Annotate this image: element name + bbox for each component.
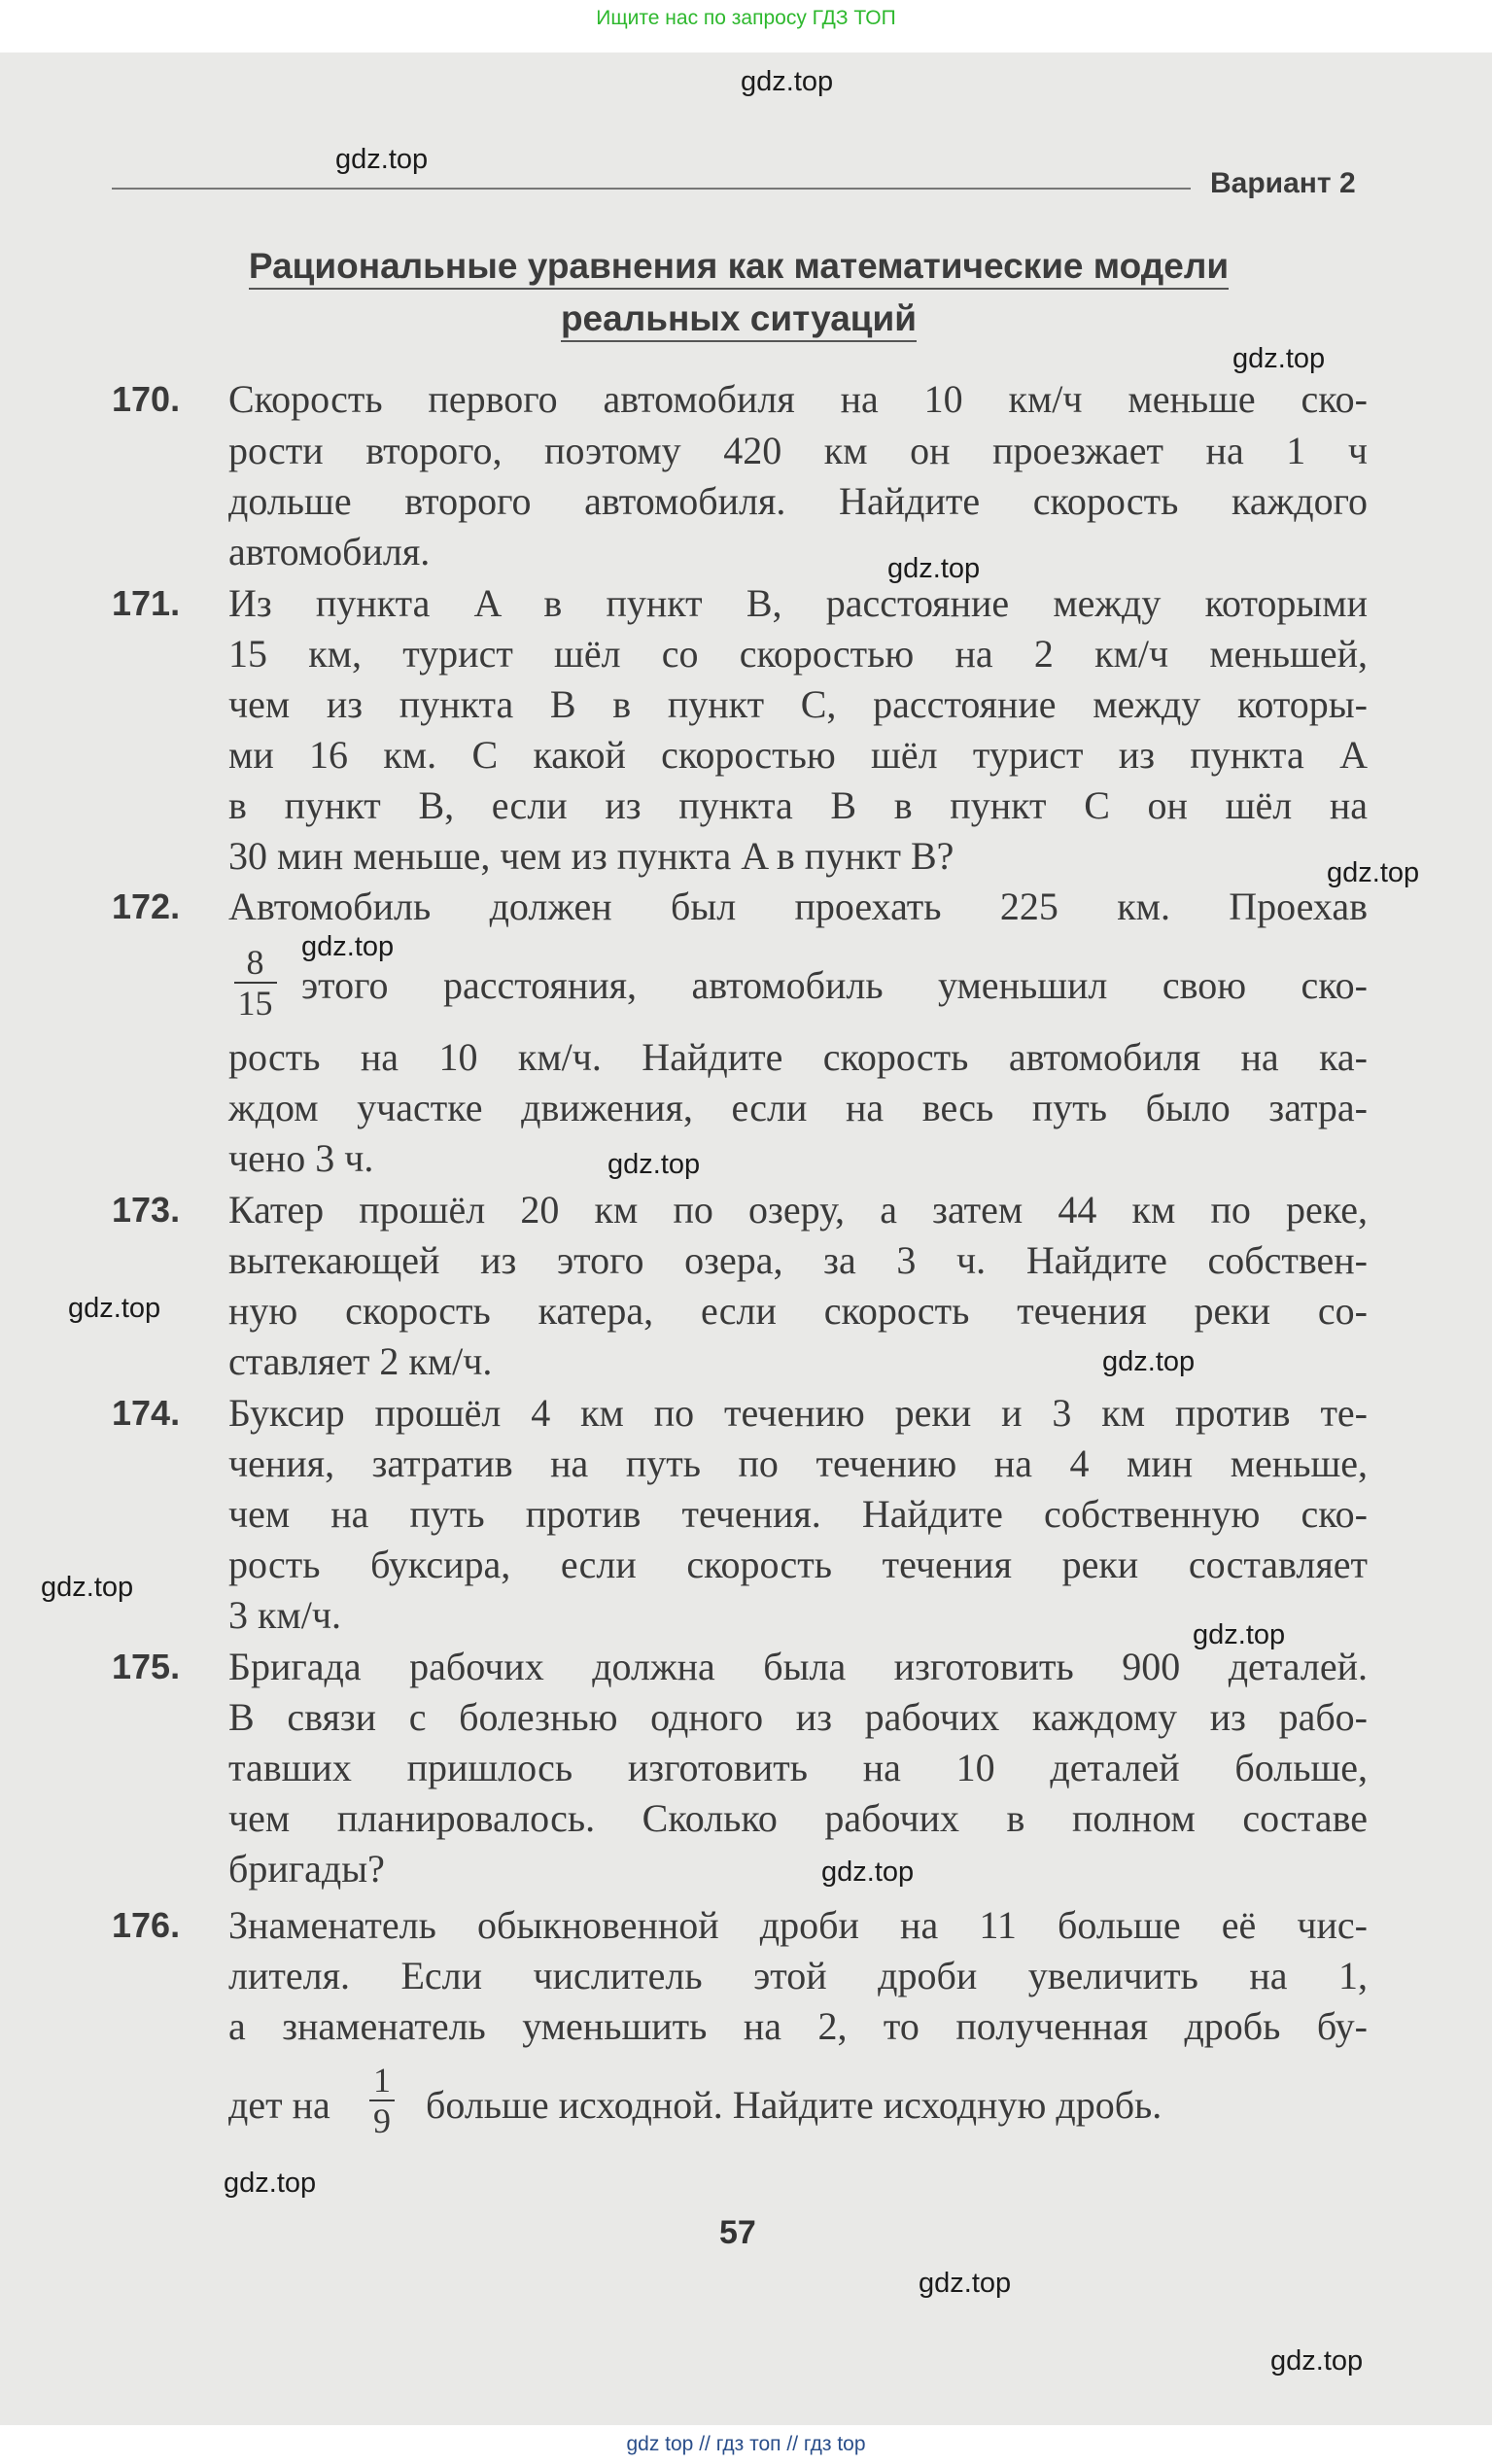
problem-number: 173. [112,1190,181,1230]
page-number: 57 [719,2214,756,2251]
watermark-text: gdz.top [1193,1619,1286,1650]
section-title-line-2: реальных ситуаций [185,298,1293,339]
problem-line: ставляет 2 км/ч. [228,1339,493,1383]
problem-line: Катер прошёл 20 км по озеру, а затем 44 км по реке, [228,1188,1368,1232]
watermark-text: gdz.top [919,2268,1012,2299]
problem-line: в пункт B, если из пункта B в пункт C он шёл на [228,783,1368,827]
problem-line: чем на путь против течения. Найдите собственную ско- [228,1492,1368,1536]
problem-line: чем из пункта B в пункт C, расстояние между которы- [228,682,1368,726]
problem-line: этого расстояния, автомобиль уменьшил свою ско- [301,963,1368,1007]
watermark-text: gdz.top [1102,1346,1196,1377]
watermark-text: gdz.top [741,66,834,97]
section-title-line-1: Рациональные уравнения как математические модели [185,246,1293,287]
problem-line: В связи с болезнью одного из рабочих каждому из рабо- [228,1695,1368,1739]
problem-line: больше исходной. Найдите исходную дробь. [426,2083,1162,2127]
problem-line: дет на [228,2083,330,2127]
problem-number: 176. [112,1905,181,1945]
variant-label: Вариант 2 [1210,167,1356,199]
watermark-text: gdz.top [1327,857,1420,888]
fraction-denominator: 15 [237,984,273,1023]
problem-line: чения, затратив на путь по течению на 4 мин меньше, [228,1441,1368,1485]
watermark-text: gdz.top [301,931,395,962]
watermark-text: gdz.top [887,553,981,584]
header-rule [112,188,1191,190]
problem-line: Буксир прошёл 4 км по течению реки и 3 км против те- [228,1391,1368,1435]
problem-number: 174. [112,1393,181,1433]
problem-number: 171. [112,583,181,623]
problem-line: рость на 10 км/ч. Найдите скорость автомобиля на ка- [228,1035,1368,1079]
problem-number: 170. [112,379,181,419]
watermark-text: gdz.top [1270,2345,1364,2377]
problem-line: Автомобиль должен был проехать 225 км. Проехав [228,885,1368,928]
fraction-denominator: 9 [373,2101,391,2140]
problem-line: Бригада рабочих должна была изготовить 900 деталей. [228,1645,1368,1688]
fraction-numerator: 1 [369,2061,395,2101]
problem-line: 30 мин меньше, чем из пункта A в пункт B? [228,834,954,878]
problem-number: 175. [112,1647,181,1686]
watermark-text: gdz.top [335,144,429,175]
watermark-text: gdz.top [821,1857,915,1888]
problem-line: лителя. Если числитель этой дроби увеличить на 1, [228,1954,1368,1997]
watermark-text: gdz.top [1232,343,1326,374]
problem-line: Знаменатель обыкновенной дроби на 11 больше её чис- [228,1903,1368,1947]
problem-line: автомобиля. [228,530,431,573]
problem-line: тавших пришлось изготовить на 10 деталей больше, [228,1746,1368,1789]
problem-line: ную скорость катера, если скорость течения реки со- [228,1289,1368,1333]
watermark-text: gdz.top [68,1293,161,1324]
problem-line: рость буксира, если скорость течения реки составляет [228,1543,1368,1586]
problem-number: 172. [112,886,181,926]
problem-line: Из пункта A в пункт B, расстояние между которыми [228,581,1368,625]
fraction-8-15 [228,941,282,1023]
problem-line: ми 16 км. С какой скоростью шёл турист из пункта A [228,733,1368,777]
problem-line: чено 3 ч. [228,1136,374,1180]
watermark-text: gdz.top [41,1572,134,1603]
problem-line: а знаменатель уменьшить на 2, то полученная дробь бу- [228,2004,1368,2048]
problem-line: вытекающей из этого озера, за 3 ч. Найдите собствен- [228,1238,1368,1282]
problem-line: ждом участке движения, если на весь путь было затра- [228,1086,1368,1129]
watermark-text: gdz.top [224,2168,317,2199]
problem-line: 15 км, турист шёл со скоростью на 2 км/ч меньшей, [228,632,1368,676]
problem-line: чем планировалось. Сколько рабочих в полном составе [228,1796,1368,1840]
bottom-banner: gdz top // гдз топ // гдз top [0,2425,1492,2464]
fraction-numerator: 8 [234,943,277,984]
problem-line: 3 км/ч. [228,1593,341,1637]
problem-line: рости второго, поэтому 420 км он проезжает на 1 ч [228,429,1368,472]
top-banner: Ищите нас по запросу ГДЗ ТОП [0,0,1492,41]
problem-line: дольше второго автомобиля. Найдите скорость каждого [228,479,1368,523]
problem-line: бригады? [228,1847,385,1891]
fraction-1-9 [369,2061,418,2140]
watermark-text: gdz.top [607,1149,701,1180]
problem-line: Скорость первого автомобиля на 10 км/ч меньше ско- [228,377,1368,421]
